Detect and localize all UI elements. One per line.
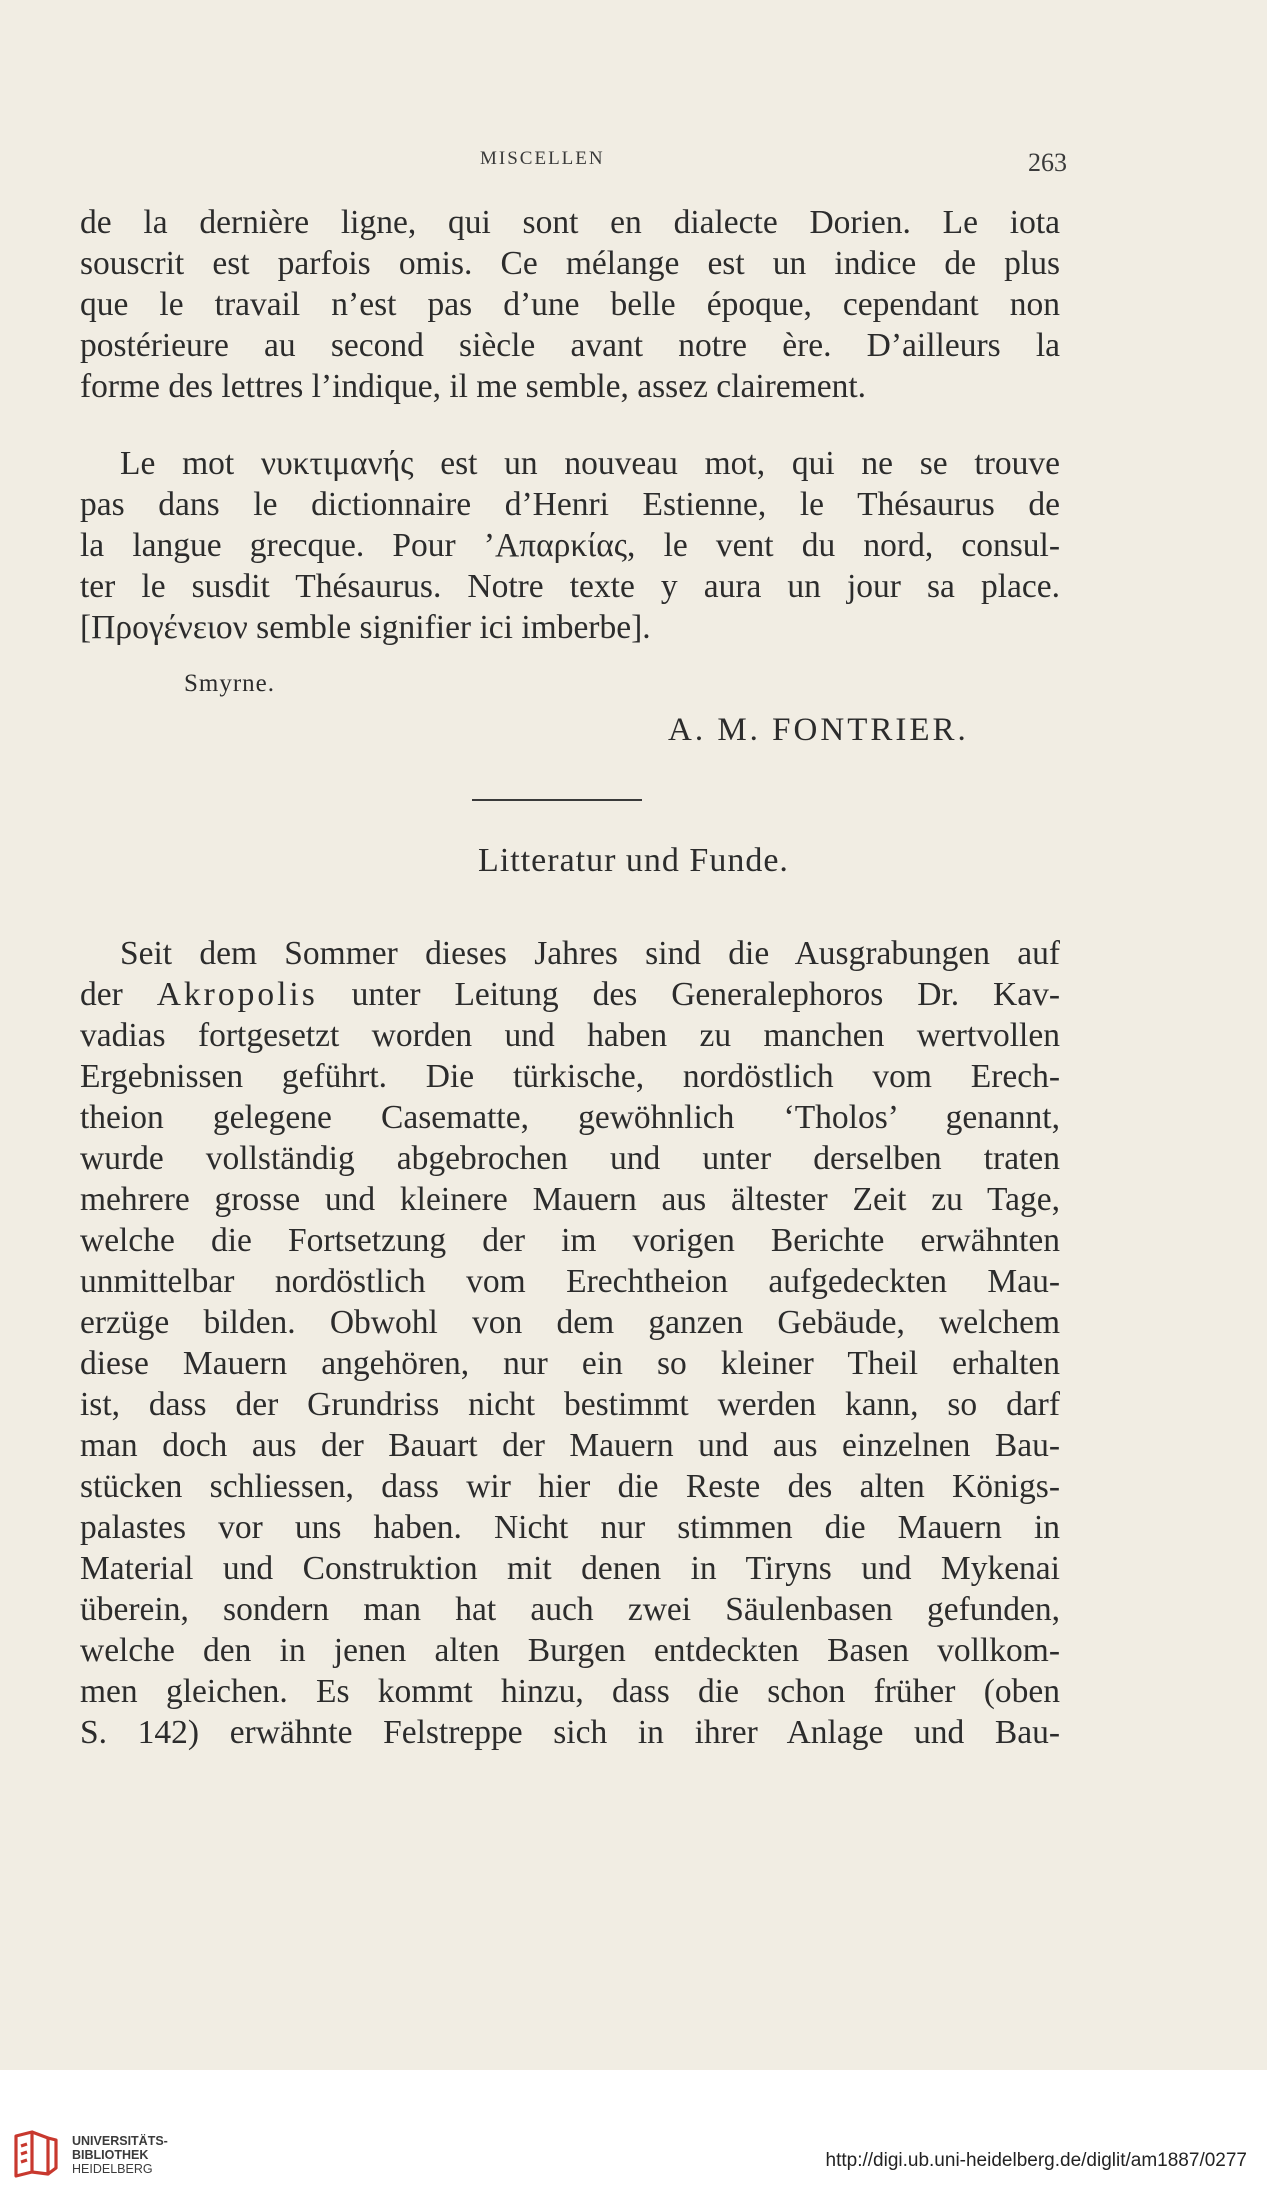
text-line: mehrere grosse und kleinere Mauern aus ältester Zeit zu Tage, [80,1181,1060,1218]
text-line: vadias fortgesetzt worden und haben zu manchen wertvollen [80,1017,1060,1054]
text-line: S. 142) erwähnte Felstreppe sich in ihrer Anlage und Bau- [80,1714,1060,1751]
german-paragraph [80,933,1060,1753]
library-name[interactable] [72,2134,168,2176]
french-paragraph-1 [80,202,1060,407]
library-name-line: UNIVERSITÄTS- [72,2134,168,2148]
text-line: theion gelegene Casematte, gewöhnlich ‘Tholos’ genannt, [80,1099,1060,1136]
text-line: men gleichen. Es kommt hinzu, dass die schon früher (oben [80,1673,1060,1710]
text-line: ter le susdit Thésaurus. Notre texte y aura un jour sa place. [80,568,1060,605]
text-line: welche den in jenen alten Burgen entdeckten Basen vollkom- [80,1632,1060,1669]
text-line: Le mot νυκτιμανής est un nouveau mot, qui ne se trouve [120,445,1060,482]
text-line: la langue grecque. Pour ’Απαρκίας, le vent du nord, consul- [80,527,1060,564]
footer [0,2070,1267,2200]
text-line: [Προγένειον semble signifier ici imberbe]. [80,609,651,646]
library-name-line: HEIDELBERG [72,2162,153,2176]
running-title: MISCELLEN [480,148,605,169]
text-line: de la dernière ligne, qui sont en dialecte Dorien. Le iota [80,204,1060,241]
author-signature: A. M. FONTRIER. [668,712,969,748]
text-line: wurde vollständig abgebrochen und unter derselben traten [80,1140,1060,1177]
text-line: stücken schliessen, dass wir hier die Reste des alten Königs- [80,1468,1060,1505]
spaced-term: Akropolis [156,976,318,1013]
permalink[interactable]: http://digi.ub.uni-heidelberg.de/diglit/am1887/0277 [825,2150,1247,2171]
section-title: Litteratur und Funde. [478,842,789,879]
page-number: 263 [1028,148,1067,177]
university-library-logo-icon[interactable] [12,2128,60,2178]
place-of-writing: Smyrne. [184,670,276,697]
text-line: diese Mauern angehören, nur ein so kleiner Theil erhalten [80,1345,1060,1382]
text-line: postérieure au second siècle avant notre ère. D’ailleurs la [80,327,1060,364]
text-line: palastes vor uns haben. Nicht nur stimmen die Mauern in [80,1509,1060,1546]
text-line: forme des lettres l’indique, il me semble, assez clairement. [80,368,867,405]
text-line: que le travail n’est pas d’une belle époque, cependant non [80,286,1060,323]
text-line: man doch aus der Bauart der Mauern und aus einzelnen Bau- [80,1427,1060,1464]
text-line: Material und Construktion mit denen in Tiryns und Mykenai [80,1550,1060,1587]
text-line: unmittelbar nordöstlich vom Erechtheion aufgedeckten Mau- [80,1263,1060,1300]
french-paragraph-2 [80,443,1060,648]
text-line: ist, dass der Grundriss nicht bestimmt werden kann, so darf [80,1386,1060,1423]
text-line: souscrit est parfois omis. Ce mélange est un indice de plus [80,245,1060,282]
text-fragment: der [80,976,157,1013]
running-head [0,148,1267,178]
text-line: Ergebnissen geführt. Die türkische, nordöstlich vom Erech- [80,1058,1060,1095]
text-line: erzüge bilden. Obwohl von dem ganzen Gebäude, welchem [80,1304,1060,1341]
text-fragment: unter Leitung des Generalephoros Dr. Kav- [317,976,1060,1013]
library-name-line: BIBLIOTHEK [72,2148,149,2162]
text-line: welche die Fortsetzung der im vorigen Berichte erwähnten [80,1222,1060,1259]
text-line: pas dans le dictionnaire d’Henri Estienne, le Thésaurus de [80,486,1060,523]
section-divider [472,799,642,801]
text-line: Seit dem Sommer dieses Jahres sind die Ausgrabungen auf [120,935,1060,972]
text-line [80,974,1060,1015]
text-line: überein, sondern man hat auch zwei Säulenbasen gefunden, [80,1591,1060,1628]
